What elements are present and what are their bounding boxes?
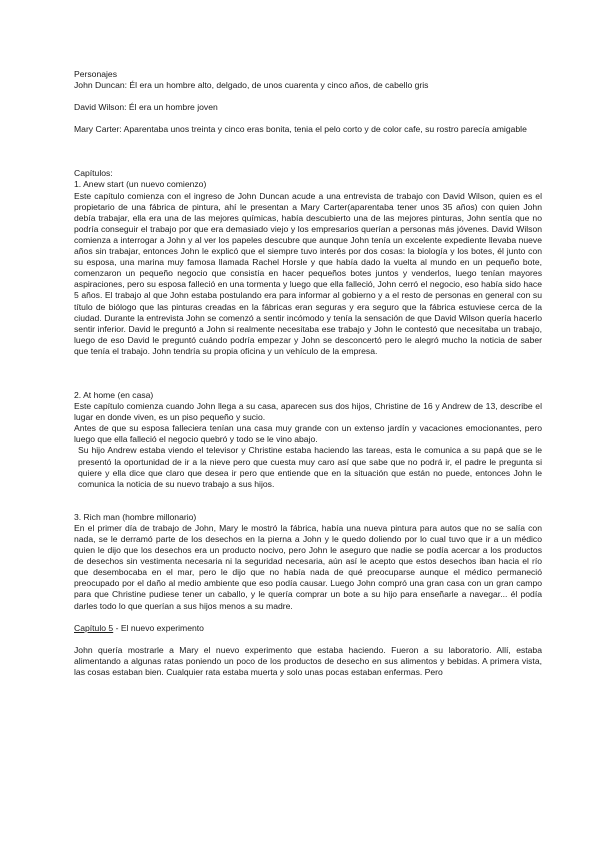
chapter-5-subtitle: - El nuevo experimento [113, 622, 204, 633]
chapter-1-body: Este capítulo comienza con el ingreso de John Duncan acude a una entrevista de trabajo con David Wilson, quien es el propietario de una fábrica de pintura, ahí le presentan a Mary Carter(aparentaba tener unos 35 años) con quien John debía trabajar, ella era una de las mejores químicas, había descubierto una de las mejores pinturas, John sentía que no podría conseguir el trabajo por que era demasiado viejo y los empresarios querían a personas más jóvenes. David Wilson comienza a interrogar a John y al ver los papeles descubre que aunque John tenía un excelente expediente llevaba nueve años sin trabajar, entonces John le explicó que el siempre tuvo interés por dos cosas: la biología y los botes, él junto con su esposa, una marina muy famosa llamada Rachel Horsle y que había dado la vuelta al mundo en un pequeño bote, comenzaron un pequeño negocio que consistía en hacer pequeños botes juntos y venderlos, luego tenían mayores aspiraciones, pero su esposa falleció en una tormenta y luego que ella falleció, John cerró el negocio, eso había sido hace 5 años. El trabajo al que John estaba postulando era para informar al gobierno y a el resto de personas en general con su título de biólogo que las pinturas creadas en la fábricas eran seguras y era seguro que la fábrica estuviese cerca de la ciudad. Durante la entrevista John se comenzó a sentir incómodo y tenía la sensación de que David Wilson quería hacerlo sentir inferior. David le preguntó a John si realmente necesitaba ese trabajo y John le contestó que necesitaba un trabajo, luego de eso David le preguntó cuándo podría empezar y John se desconcertó pero le alegró mucho la noticia de saber que tenía el trabajo. John tendría su propia oficina y un vehículo de la empresa. [74, 190, 542, 356]
characters-heading: Personajes [74, 69, 117, 79]
chapter-5-body: John quería mostrarle a Mary el nuevo experimento que estaba haciendo. Fueron a su laboratorio. Allí, estaba alimentando a algunas ratas poniendo un poco de los productos de desecho en sus alimentos y bebidas. A primera vista, las cosas estaban bien. Cualquier rata estaba muerta y solo unas pocas estaban enfermas. Pero [74, 644, 542, 677]
chapter-5-title [74, 623, 542, 634]
chapter-2-title: 2. At home (en casa) [74, 389, 154, 400]
chapter-3-title: 3. Rich man (hombre millonario) [74, 511, 197, 522]
chapter-5-label: Capítulo 5 [74, 622, 114, 633]
chapter-2-paragraph-1: Este capítulo comienza cuando John llega a su casa, aparecen sus dos hijos, Christine de 16 y Andrew de 13, describe el lugar en donde viven, es un piso pequeño y sucio. [74, 401, 542, 423]
chapter-2-paragraph-3: Su hijo Andrew estaba viendo el televisor y Christine estaba haciendo las tareas, esta le comunica a su papá que se le presentó la oportunidad de ir a la nieve pero que cuesta muy caro así que sabe que no podrá ir, el padre le pregunta si quiere y ella dice que claro que desea ir pero que entiende que en la situación que están no puede, entonces John le comunica la noticia de su nuevo trabajo a sus hijos. [78, 445, 542, 489]
chapters-heading: Capítulos: [74, 168, 113, 179]
chapter-1-title: 1. Anew start (un nuevo comienzo) [74, 179, 207, 190]
chapters-section [74, 168, 542, 678]
chapter-2-paragraph-2: Antes de que su esposa falleciera tenían una casa muy grande con un extenso jardín y vacaciones emocionantes, pero luego que ella falleció el negocio quebró y todo se le vino abajo. [74, 423, 542, 445]
characters-section [74, 69, 542, 135]
character-david: David Wilson: Él era un hombre joven [74, 102, 218, 113]
character-mary: Mary Carter: Aparentaba unos treinta y cinco eras bonita, tenia el pelo corto y de color cafe, su rostro parecía amigable [74, 124, 527, 135]
character-john: John Duncan: Él era un hombre alto, delgado, de unos cuarenta y cinco años, de cabello gris [74, 80, 429, 91]
chapter-3-body: En el primer día de trabajo de John, Mary le mostró la fábrica, había una nueva pintura para autos que no se salía con nada, se le derramó parte de los desechos en la pierna a John y le quedo doliendo por lo cual tuvo que ir a un médico quien le dijo que los desechos era un producto nocivo, pero John le aseguro que nadie se podía acercar a los productos de desechos sin vestimenta necesaria ni la seguridad necesaria, aún así le acepto que estos desechos iban hacia el río que desembocaba en el mar, pero le dijo que no había nada de qué preocuparse aunque el médico permaneció preocupado por el daño al medio ambiente que eso podía causar. Luego John compró una gran casa con un gran campo para que Christine pudiese tener un caballo, y le quería comprar un bote a su hijo para enseñarle a navegar... él podía darles todo lo que querían a sus hijos menos a su madre. [74, 522, 542, 611]
